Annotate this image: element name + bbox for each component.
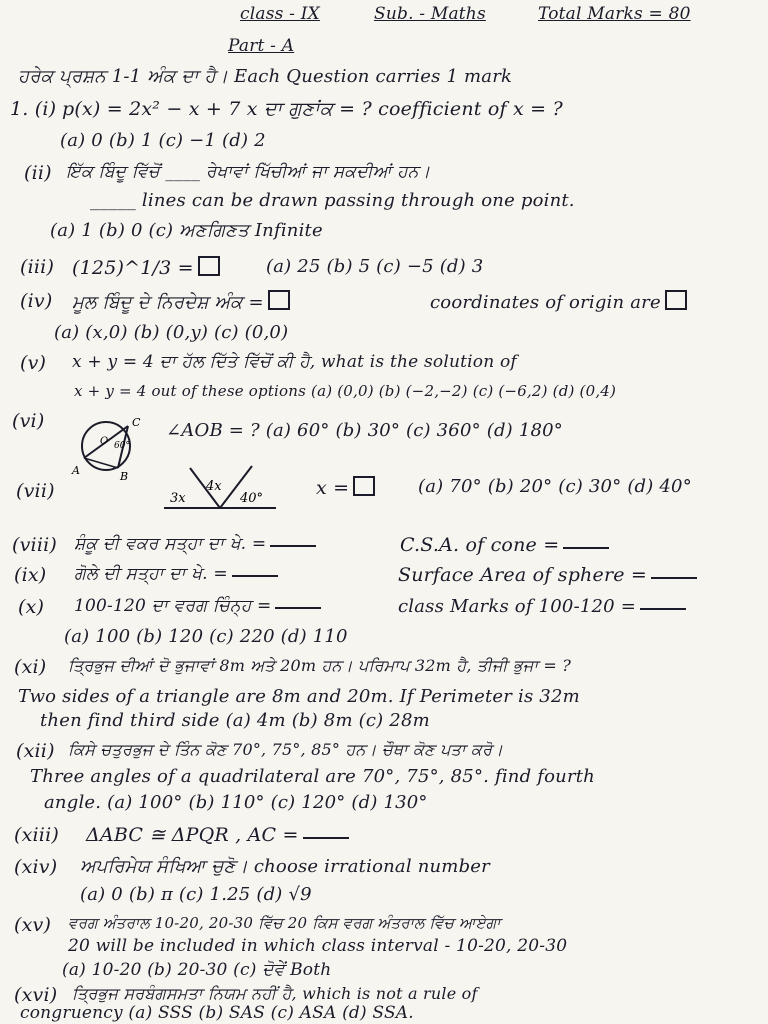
q4-text [72, 290, 290, 313]
angle-label: 60° [114, 441, 130, 451]
q4-punjabi: ਮੂਲ ਬਿੰਦੂ ਦੇ ਨਿਰਦੇਸ਼ ਅੰਕ = [72, 292, 264, 313]
q15-english: 20 will be included in which class interval - 10-20, 20-30 [68, 936, 568, 956]
q5-number: (v) [20, 352, 47, 374]
q8-number: (viii) [12, 534, 57, 556]
q7-text [316, 476, 375, 499]
q5-text: x + y = 4 ਦਾ ਹੱਲ ਦਿੱਤੇ ਵਿੱਚੋਂ ਕੀ ਹੈ, what is the solution of [72, 352, 517, 372]
q13-text [86, 824, 349, 846]
point-o-label: O [100, 436, 109, 447]
q9-text [74, 564, 278, 584]
q10-english-text: class Marks of 100-120 = [398, 596, 637, 617]
blank [640, 607, 686, 610]
q11-punjabi: ਤ੍ਰਿਭੁਜ ਦੀਆਂ ਦੋ ਭੁਜਾਵਾਂ 8m ਅਤੇ 20m ਹਨ। ਪਰਿਮਾਪ 32m ਹੈ, ਤੀਜੀ ਭੁਜਾ = ? [68, 656, 572, 675]
q11-english-1: Two sides of a triangle are 8m and 20m. If Perimeter is 32m [18, 686, 580, 707]
answer-box [198, 256, 220, 276]
q9-english-text: Surface Area of sphere = [398, 564, 648, 586]
q13-number: (xiii) [14, 824, 59, 846]
q8-english-text: C.S.A. of cone = [400, 534, 560, 556]
q8-english [400, 534, 609, 556]
blank [275, 606, 321, 609]
angle-figure [160, 462, 280, 514]
q3-options: (a) 25 (b) 5 (c) −5 (d) 3 [266, 256, 484, 277]
blank [303, 836, 349, 839]
q1-options: (a) 0 (b) 1 (c) −1 (d) 2 [60, 130, 266, 151]
q3-number: (iii) [20, 256, 55, 278]
q4-english [430, 290, 687, 313]
q2-text-english: _____ lines can be drawn passing through one point. [90, 190, 575, 211]
angle-3x-label: 3x [170, 491, 186, 506]
q15-number: (xv) [14, 914, 52, 936]
angle-4x-label: 4x [206, 479, 222, 494]
total-marks-label: Total Marks = 80 [538, 4, 691, 24]
q10-punjabi: 100-120 ਦਾ ਵਰਗ ਚਿੰਨ੍ਹ = [74, 596, 272, 616]
part-title: Part - A [228, 36, 295, 56]
q10-text [74, 596, 321, 616]
q16-options: congruency (a) SSS (b) SAS (c) ASA (d) SSA. [20, 1003, 414, 1023]
q6-text: ∠AOB = ? (a) 60° (b) 30° (c) 360° (d) 180° [166, 420, 563, 441]
q14-options: (a) 0 (b) π (c) 1.25 (d) √9 [80, 884, 312, 905]
q15-punjabi: ਵਰਗ ਅੰਤਰਾਲ 10-20, 20-30 ਵਿੱਚ 20 ਕਿਸ ਵਰਗ ਅੰਤਰਾਲ ਵਿੱਚ ਆਏਗਾ [68, 914, 501, 932]
q16-number: (xvi) [14, 984, 58, 1006]
circle-figure [70, 412, 150, 482]
blank [232, 574, 278, 577]
q12-punjabi: ਕਿਸੇ ਚਤੁਰਭੁਜ ਦੇ ਤਿੰਨ ਕੋਣ 70°, 75°, 85° ਹਨ। ਚੌਥਾ ਕੋਣ ਪਤਾ ਕਰੋ। [68, 740, 504, 759]
answer-box [665, 290, 687, 310]
subject-label: Sub. - Maths [374, 4, 486, 24]
q2-text-punjabi: ਇੱਕ ਬਿੰਦੂ ਵਿੱਚੋਂ ____ ਰੇਖਾਵਾਂ ਖਿੱਚੀਆਂ ਜਾ ਸਕਦੀਆਂ ਹਨ। [66, 162, 431, 182]
q10-english [398, 596, 686, 617]
answer-box [268, 290, 290, 310]
q1-number: 1. (i) [10, 98, 57, 120]
q3-text [72, 256, 220, 279]
q9-punjabi: ਗੋਲੇ ਦੀ ਸਤ੍ਹਾ ਦਾ ਖੇ. = [74, 564, 228, 584]
q7-options: (a) 70° (b) 20° (c) 30° (d) 40° [418, 476, 692, 497]
instruction: ਹਰੇਕ ਪ੍ਰਸ਼ਨ 1-1 ਅੰਕ ਦਾ ਹੈ। Each Question carries 1 mark [18, 66, 513, 87]
q14-number: (xiv) [14, 856, 58, 878]
q11-english-2: then find third side (a) 4m (b) 8m (c) 28m [40, 710, 430, 731]
q12-english-2: angle. (a) 100° (b) 110° (c) 120° (d) 130° [44, 792, 428, 813]
q12-number: (xii) [16, 740, 55, 762]
q4-number: (iv) [20, 290, 53, 312]
q15-options: (a) 10-20 (b) 20-30 (c) ਦੋਵੇਂ Both [62, 960, 332, 980]
point-b-label: B [120, 470, 129, 482]
q6-number: (vi) [12, 410, 45, 432]
answer-box [353, 476, 375, 496]
q9-number: (ix) [14, 564, 47, 586]
class-label: class - IX [240, 4, 320, 24]
q8-text [74, 534, 316, 554]
q3-expression: (125)^1/3 = [72, 257, 194, 279]
blank [651, 576, 697, 579]
angle-40-label: 40° [240, 491, 264, 506]
q9-english [398, 564, 697, 586]
blank [270, 544, 316, 547]
q4-options: (a) (x,0) (b) (0,y) (c) (0,0) [54, 322, 289, 343]
q14-text: ਅਪਰਿਮੇਯ ਸੰਖਿਆ ਚੁਣੋ। choose irrational number [80, 856, 490, 877]
q10-number: (x) [18, 596, 45, 618]
q1-text: p(x) = 2x² − x + 7 x ਦਾ ਗੁਣਾਂਕ = ? coefficient of x = ? [62, 98, 563, 120]
q13-expression: ΔABC ≅ ΔPQR , AC = [86, 824, 299, 846]
q2-number: (ii) [24, 162, 52, 184]
q10-options: (a) 100 (b) 120 (c) 220 (d) 110 [64, 626, 348, 647]
point-a-label: A [72, 464, 80, 477]
point-c-label: C [132, 416, 141, 429]
q12-english-1: Three angles of a quadrilateral are 70°, 75°, 85°. find fourth [30, 766, 595, 787]
q16-text: ਤ੍ਰਿਭੁਜ ਸਰਬੰਗਸਮਤਾ ਨਿਯਮ ਨਹੀਂ ਹੈ, which is not a rule of [72, 984, 478, 1003]
blank [563, 546, 609, 549]
q7-x: x = [316, 477, 350, 499]
q5-options: x + y = 4 out of these options (a) (0,0) (b) (−2,−2) (c) (−6,2) (d) (0,4) [74, 382, 617, 400]
q7-number: (vii) [16, 480, 55, 502]
q11-number: (xi) [14, 656, 47, 678]
q2-options: (a) 1 (b) 0 (c) ਅਣਗਿਣਤ Infinite [50, 220, 323, 241]
q8-punjabi: ਸ਼ੰਕੂ ਦੀ ਵਕਰ ਸਤ੍ਹਾ ਦਾ ਖੇ. = [74, 534, 267, 554]
q4-english-text: coordinates of origin are [430, 292, 661, 313]
